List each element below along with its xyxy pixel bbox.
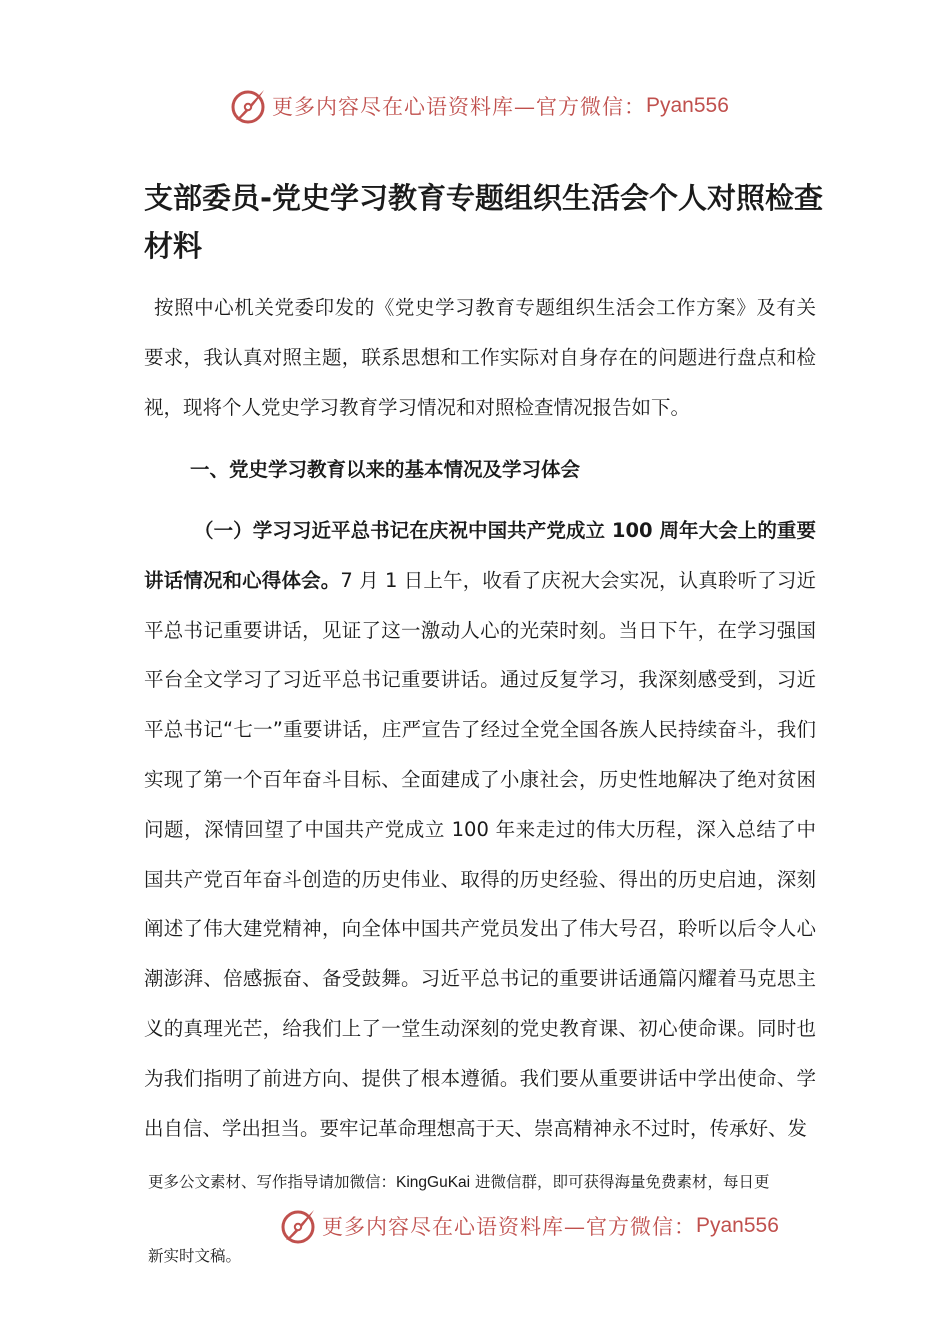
banner-wechat-id: Pyan556 bbox=[646, 94, 729, 117]
banner-wechat-id: Pyan556 bbox=[696, 1214, 779, 1237]
section-1-paragraph bbox=[144, 506, 816, 1153]
footer-note-prefix: 更多公文素材、写作指导请加微信： bbox=[148, 1173, 397, 1191]
banner-slogan: 更多内容尽在心语资料库—官方微信： bbox=[322, 1215, 696, 1239]
header-watermark-banner bbox=[228, 86, 729, 126]
document-title: 支部委员-党史学习教育专题组织生活会个人对照检查材料 bbox=[144, 181, 824, 263]
footer-note-line-2: 新实时文稿。 bbox=[148, 1247, 242, 1265]
section-heading-1: 一、党史学习教育以来的基本情况及学习体会 bbox=[190, 458, 581, 481]
banner-slogan: 更多内容尽在心语资料库—官方微信： bbox=[272, 95, 646, 119]
footer-note-suffix: 进微信群，即可获得海量免费素材，每日更 bbox=[470, 1173, 770, 1191]
section-1-lead: （一）学习习近平总书记在庆祝中国共产党成立 100 周年大会上的重要讲话情况和心得体会。 bbox=[144, 519, 816, 592]
intro-paragraph: 按照中心机关党委印发的《党史学习教育专题组织生活会工作方案》及有关要求，我认真对照主题，联系思想和工作实际对自身存在的问题进行盘点和检视，现将个人党史学习教育学习情况和对照检查情况报告如下。 bbox=[144, 296, 816, 419]
section-1-body: 7 月 1 日上午，收看了庆祝大会实况，认真聆听了习近平总书记重要讲话，见证了这一激动人心的光荣时刻。当日下午，在学习强国平台全文学习了习近平总书记重要讲话。通过反复学习，我深刻感受到，习近平总书记“七一”重要讲话，庄严宣告了经过全党全国各族人民持续奋斗，我们实现了第一个百年奋斗目标、全面建成了小康社会，历史性地解决了绝对贫困问题，深情回望了中国共产党成立 100 年来走过的伟大历程，深入总结了中国共产党百年奋斗创造的历史伟业、取得的历史经验、得出的历史启迪，深刻阐述了伟大建党精神，向全体中国共产党员发出了伟大号召，聆听以后令人心潮澎湃、倍感振奋、备受鼓舞。习近平总书记的重要讲话通篇闪耀着马克思主义的真理光芒，给我们上了一堂生动深刻的党史教育课、初心使命课。同时也为我们指明了前进方向、提供了根本遵循。我们要从重要讲话中学出使命、学出自信、学出担当。要牢记革命理想高于天、崇高精神永不过时，传承好、发 bbox=[144, 568, 816, 1140]
footer-wechat-id: KingGuKai bbox=[396, 1174, 471, 1191]
quill-logo-icon bbox=[228, 86, 268, 126]
